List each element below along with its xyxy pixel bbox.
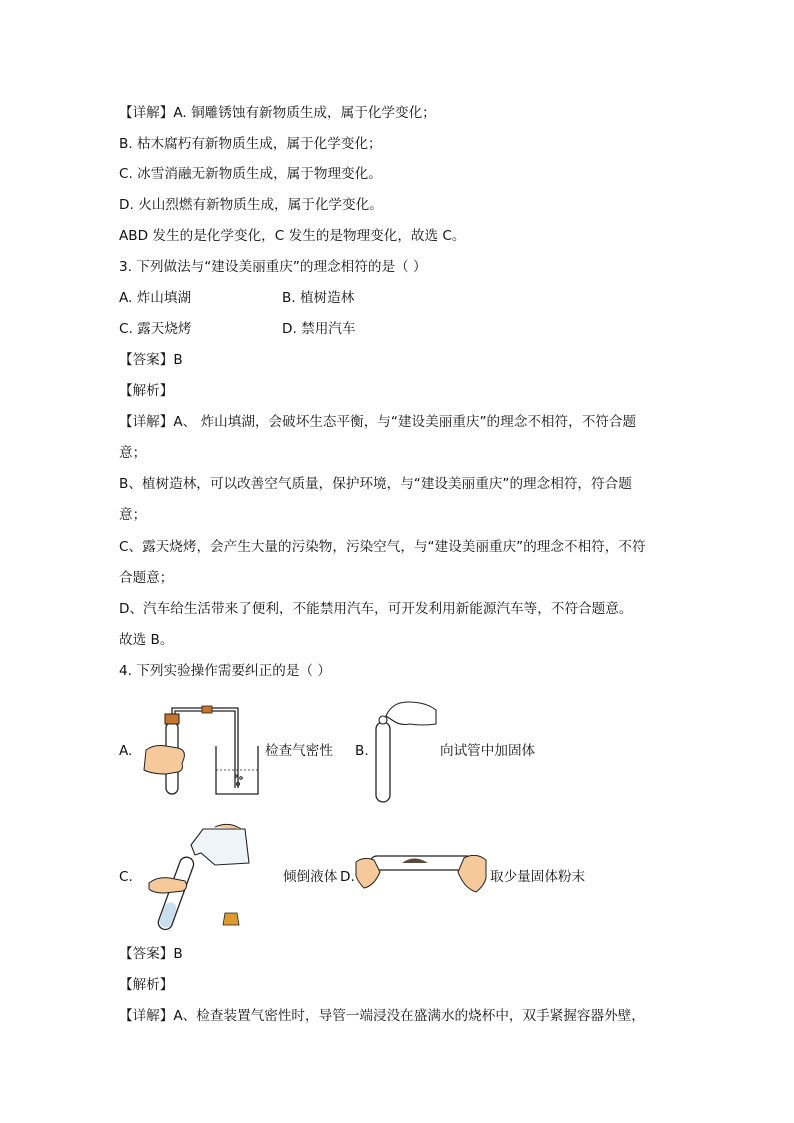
text-line: 故选 B。 [119,632,174,648]
text-line: 合题意； [119,570,174,586]
q4-option-b-letter: B. [355,743,369,759]
text-line: D. 火山烈燃有新物质生成，属于化学变化。 [119,197,383,213]
airtightness-check-illustration [140,700,270,800]
take-powder-illustration [356,842,486,900]
text-line: C. 冰雪消融无新物质生成，属于物理变化。 [119,166,382,182]
answer-4: 【答案】B [119,946,183,962]
q4-option-b-text: 向试管中加固体 [440,743,536,759]
text-line: C、露天烧烤，会产生大量的污染物，污染空气，与“建设美丽重庆”的理念不相符，不符 [119,539,646,555]
text-line: D、汽车给生活带来了便利，不能禁用汽车，可开发利用新能源汽车等，不符合题意。 [119,601,633,617]
q4-option-d-letter: D. [340,869,355,885]
text-line: 【详解】A. 铜雕锈蚀有新物质生成，属于化学变化； [119,105,436,121]
answer-3: 【答案】B [119,352,183,368]
text-line: ABD 发生的是化学变化，C 发生的是物理变化，故选 C。 [119,228,466,244]
pour-liquid-illustration [145,823,255,931]
text-line: B、植树造林，可以改善空气质量，保护环境，与“建设美丽重庆”的理念相符，符合题 [119,476,632,492]
analysis-3-heading: 【解析】 [119,383,174,399]
add-solid-to-tube-illustration [370,696,440,804]
analysis-4-heading: 【解析】 [119,977,174,993]
q4-option-c-letter: C. [119,869,133,885]
text-line: 意； [119,507,147,523]
q4-option-d-text: 取少量固体粉末 [490,869,586,885]
q4-option-c-text: 倾倒液体 [283,869,338,885]
q4-option-a-text: 检查气密性 [265,743,333,759]
q3-option-d: D. 禁用汽车 [282,321,356,337]
text-line: 【详解】A、检查装置气密性时，导管一端浸没在盛满水的烧杯中，双手紧握容器外壁， [119,1008,645,1024]
question-3: 3. 下列做法与“建设美丽重庆”的理念相符的是（ ） [119,259,427,275]
question-4: 4. 下列实验操作需要纠正的是（ ） [119,663,331,679]
text-line: B. 枯木腐朽有新物质生成，属于化学变化； [119,136,382,152]
q4-option-a-letter: A. [119,743,133,759]
text-line: 意； [119,445,147,461]
q3-option-b: B. 植树造林 [282,290,355,306]
text-line: 【详解】A、 炸山填湖，会破坏生态平衡，与“建设美丽重庆”的理念不相符，不符合题 [119,414,637,430]
q3-option-c: C. 露天烧烤 [119,321,192,337]
q3-option-a: A. 炸山填湖 [119,290,192,306]
